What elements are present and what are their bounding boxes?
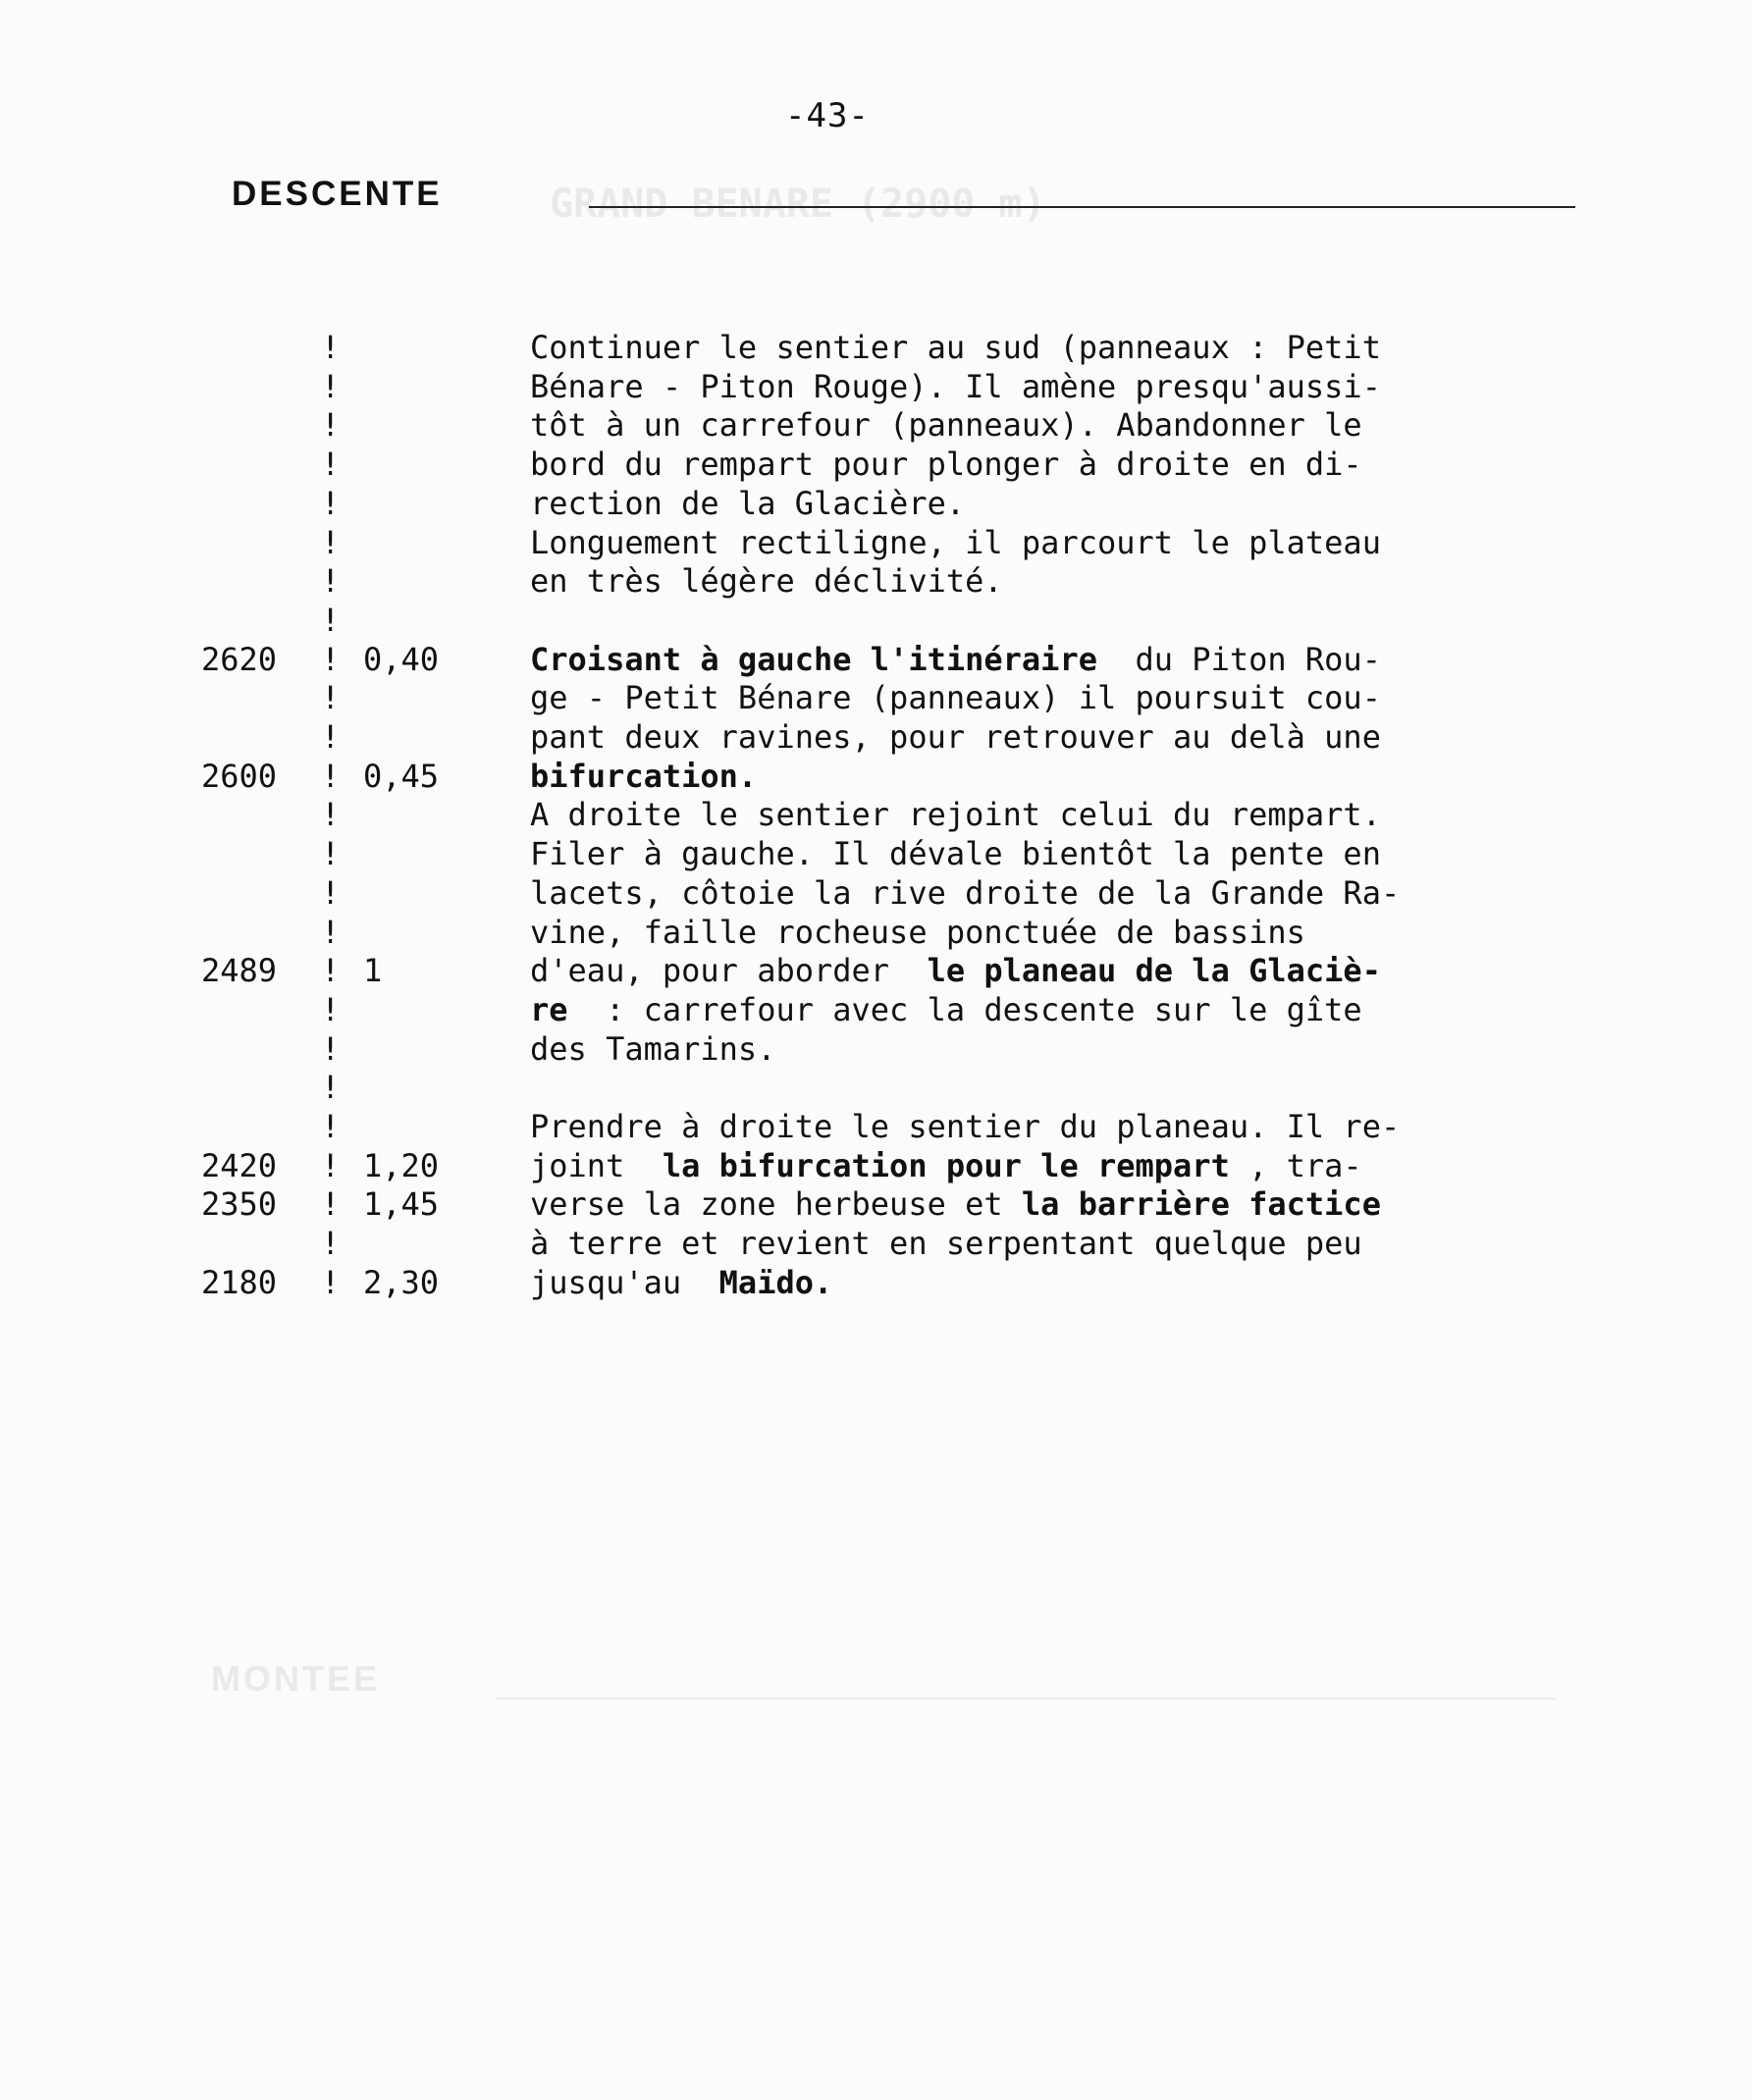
- section-heading: DESCENTE: [232, 175, 443, 213]
- column-separator: !: [321, 757, 341, 795]
- bold-text-segment: re: [530, 990, 568, 1028]
- altitude-value: 2620: [201, 640, 278, 678]
- description-text: [530, 757, 757, 796]
- bold-text-segment: Maïdo.: [718, 1263, 833, 1301]
- column-separator: !: [321, 990, 341, 1028]
- description-text: [530, 640, 1381, 679]
- column-separator: !: [321, 601, 341, 639]
- text-segment: d'eau, pour aborder: [530, 952, 928, 990]
- description-text: [530, 1184, 1381, 1224]
- description-text: [530, 484, 965, 523]
- show-through-heading: MONTEE: [211, 1658, 381, 1699]
- column-separator: !: [321, 446, 341, 484]
- description-text: [530, 523, 1381, 562]
- column-separator: !: [321, 329, 341, 366]
- column-separator: !: [321, 1225, 341, 1263]
- text-segment: des Tamarins.: [530, 1029, 776, 1068]
- text-segment: Prendre à droite le sentier du planeau. Il re-: [530, 1108, 1401, 1145]
- text-segment: A droite le sentier rejoint celui du rempart.: [530, 796, 1381, 834]
- show-through-title: GRAND BENARE (2900 m): [550, 182, 1046, 227]
- text-segment: Bénare - Piton Rouge). Il amène presqu'aussi-: [530, 367, 1381, 405]
- description-text: [530, 367, 1381, 406]
- text-segment: rection de la Glacière.: [530, 484, 966, 522]
- text-segment: Longuement rectiligne, il parcourt le plateau: [530, 523, 1381, 561]
- description-text: [530, 1263, 832, 1302]
- description-text: [530, 873, 1400, 913]
- description-text: [530, 1107, 1400, 1146]
- column-separator: !: [321, 523, 341, 561]
- time-value: 1,45: [363, 1185, 440, 1224]
- text-segment: tôt à un carrefour (panneaux). Abandonner le: [530, 406, 1362, 445]
- time-value: 2,30: [363, 1263, 440, 1301]
- text-segment: Continuer le sentier au sud (panneaux : Petit: [530, 329, 1381, 366]
- description-text: [530, 1146, 1362, 1185]
- text-segment: vine, faille rocheuse ponctuée de bassins: [530, 913, 1305, 951]
- text-segment: jusqu'au: [530, 1263, 719, 1301]
- altitude-value: 2600: [201, 757, 278, 795]
- description-text: [530, 717, 1381, 757]
- column-separator: !: [321, 1146, 341, 1184]
- altitude-value: 2489: [201, 952, 278, 990]
- altitude-value: 2180: [201, 1263, 278, 1301]
- time-value: 0,40: [363, 640, 440, 678]
- altitude-value: 2350: [201, 1185, 278, 1224]
- text-segment: verse la zone herbeuse et: [530, 1185, 1022, 1224]
- time-value: 0,45: [363, 757, 440, 795]
- text-segment: ge - Petit Bénare (panneaux) il poursuit cou-: [530, 679, 1381, 717]
- text-segment: en très légère déclivité.: [530, 562, 1003, 601]
- column-separator: !: [321, 367, 341, 405]
- column-separator: !: [321, 406, 341, 445]
- altitude-value: 2420: [201, 1146, 278, 1184]
- column-separator: !: [321, 1185, 341, 1224]
- column-separator: !: [321, 1108, 341, 1145]
- show-through-rule: [496, 1698, 1556, 1700]
- description-text: [530, 1224, 1362, 1263]
- description-text: [530, 834, 1381, 873]
- bold-text-segment: la bifurcation pour le rempart: [662, 1146, 1230, 1184]
- bold-text-segment: Croisant à gauche l'itinéraire: [530, 640, 1097, 678]
- description-text: [530, 405, 1362, 445]
- column-separator: !: [321, 1263, 341, 1301]
- bold-text-segment: le planeau de la Glaciè-: [927, 952, 1381, 990]
- description-text: [530, 678, 1381, 717]
- bold-text-segment: bifurcation.: [530, 757, 758, 795]
- description-text: [530, 445, 1362, 484]
- column-separator: !: [321, 1069, 341, 1107]
- description-text: [530, 328, 1381, 367]
- description-text: [530, 913, 1305, 952]
- page-number: -43-: [785, 96, 870, 135]
- heading-rule: [589, 206, 1575, 208]
- text-segment: lacets, côtoie la rive droite de la Grande Ra-: [530, 873, 1401, 912]
- text-segment: pant deux ravines, pour retrouver au delà une: [530, 718, 1381, 756]
- text-segment: joint: [530, 1146, 663, 1184]
- text-segment: à terre et revient en serpentant quelque peu: [530, 1225, 1362, 1263]
- column-separator: !: [321, 484, 341, 522]
- text-segment: du Piton Rou-: [1096, 640, 1381, 678]
- text-segment: Filer à gauche. Il dévale bientôt la pente en: [530, 835, 1381, 873]
- text-segment: bord du rempart pour plonger à droite en di-: [530, 446, 1362, 484]
- description-text: [530, 951, 1381, 990]
- column-separator: !: [321, 873, 341, 912]
- description-text: [530, 795, 1381, 834]
- column-separator: !: [321, 796, 341, 834]
- column-separator: !: [321, 913, 341, 951]
- description-text: [530, 561, 1003, 601]
- column-separator: !: [321, 952, 341, 990]
- time-value: 1,20: [363, 1146, 440, 1184]
- column-separator: !: [321, 640, 341, 678]
- column-separator: !: [321, 835, 341, 873]
- bold-text-segment: la barrière factice: [1021, 1185, 1381, 1224]
- column-separator: !: [321, 679, 341, 717]
- text-segment: , tra-: [1229, 1146, 1362, 1184]
- time-value: 1: [363, 952, 383, 990]
- description-text: [530, 1029, 775, 1069]
- text-segment: : carrefour avec la descente sur le gîte: [567, 990, 1362, 1028]
- column-separator: !: [321, 718, 341, 756]
- column-separator: !: [321, 1029, 341, 1068]
- column-separator: !: [321, 562, 341, 601]
- description-text: [530, 990, 1362, 1029]
